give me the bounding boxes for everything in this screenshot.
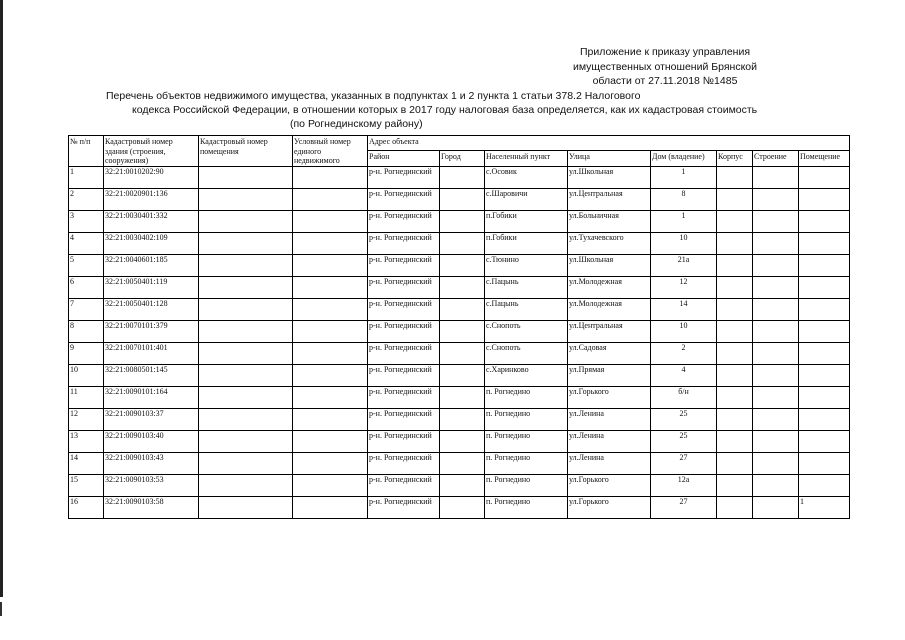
approval-line-1: Приложение к приказу управления: [579, 46, 751, 58]
table-row: [69, 342, 850, 364]
cell-street: ул.Тухачевского: [568, 232, 651, 254]
header-num: № п/п: [69, 136, 104, 167]
cell-house: 2: [651, 342, 717, 364]
cell-conditional-number: [293, 276, 368, 298]
cell-street: ул.Горького: [568, 386, 651, 408]
cell-settlement: п.Гобики: [485, 232, 568, 254]
cell-building: [753, 342, 799, 364]
cell-row-num: 3: [69, 210, 104, 232]
cell-room: 1: [799, 496, 850, 518]
cell-conditional-number: [293, 386, 368, 408]
header-cadastral-building: Кадастровый номер здания (строения, сооружения): [104, 136, 199, 167]
table-row: [69, 298, 850, 320]
table-row: [69, 408, 850, 430]
cell-settlement: с.Тюнино: [485, 254, 568, 276]
cell-room: [799, 386, 850, 408]
cell-building: [753, 364, 799, 386]
cell-settlement: с.Пацынь: [485, 276, 568, 298]
cell-cadastral-building: 32:21:0040601:185: [104, 254, 199, 276]
cell-cadastral-building: 32:21:0050401:119: [104, 276, 199, 298]
cell-city: [440, 430, 485, 452]
table-row: [69, 166, 850, 188]
cell-district: р-н. Рогнединский: [368, 210, 440, 232]
cell-room: [799, 452, 850, 474]
cell-cadastral-building: 32:21:0090103:40: [104, 430, 199, 452]
cell-building: [753, 430, 799, 452]
cell-conditional-number: [293, 210, 368, 232]
cell-settlement: с.Шаровичи: [485, 188, 568, 210]
cell-street: ул.Ленина: [568, 430, 651, 452]
cell-cadastral-building: 32:21:0070101:379: [104, 320, 199, 342]
cell-district: р-н. Рогнединский: [368, 188, 440, 210]
cell-settlement: п. Рогнедино: [485, 408, 568, 430]
cell-row-num: 7: [69, 298, 104, 320]
cell-room: [799, 276, 850, 298]
approval-block: [565, 45, 765, 89]
cell-korpus: [717, 452, 753, 474]
cell-korpus: [717, 342, 753, 364]
cell-house: 25: [651, 408, 717, 430]
cell-settlement: п.Гобики: [485, 210, 568, 232]
cell-settlement: с.Осовик: [485, 166, 568, 188]
cell-conditional-number: [293, 342, 368, 364]
cell-city: [440, 496, 485, 518]
header-conditional-number: Условный номер единого недвижимого: [293, 136, 368, 167]
cell-korpus: [717, 166, 753, 188]
cell-house: 1: [651, 166, 717, 188]
cell-city: [440, 474, 485, 496]
header-row-1: [69, 136, 850, 151]
cell-street: ул.Больничная: [568, 210, 651, 232]
cell-house: б/н: [651, 386, 717, 408]
cell-room: [799, 188, 850, 210]
cell-cadastral-room: [199, 276, 293, 298]
cell-city: [440, 276, 485, 298]
cell-building: [753, 210, 799, 232]
cell-cadastral-room: [199, 386, 293, 408]
cell-cadastral-room: [199, 298, 293, 320]
cell-city: [440, 166, 485, 188]
cell-cadastral-building: 32:21:0030401:332: [104, 210, 199, 232]
cell-room: [799, 364, 850, 386]
cell-city: [440, 386, 485, 408]
cell-house: 25: [651, 430, 717, 452]
heading-line-3: (по Рогнединскому району): [290, 118, 423, 130]
cell-cadastral-building: 32:21:0050401:128: [104, 298, 199, 320]
cell-district: р-н. Рогнединский: [368, 496, 440, 518]
cell-room: [799, 298, 850, 320]
header-cadastral-room: Кадастровый номер помещения: [199, 136, 293, 167]
cell-cadastral-room: [199, 452, 293, 474]
cell-korpus: [717, 254, 753, 276]
cell-cadastral-room: [199, 320, 293, 342]
cell-row-num: 14: [69, 452, 104, 474]
cell-conditional-number: [293, 452, 368, 474]
cell-building: [753, 188, 799, 210]
cell-building: [753, 320, 799, 342]
cell-settlement: с.Харинково: [485, 364, 568, 386]
cell-district: р-н. Рогнединский: [368, 320, 440, 342]
cell-cadastral-room: [199, 254, 293, 276]
cell-room: [799, 430, 850, 452]
cell-cadastral-room: [199, 364, 293, 386]
cell-conditional-number: [293, 364, 368, 386]
cell-district: р-н. Рогнединский: [368, 298, 440, 320]
table-row: [69, 188, 850, 210]
table-row: [69, 474, 850, 496]
cell-street: ул.Ленина: [568, 452, 651, 474]
cell-row-num: 2: [69, 188, 104, 210]
cell-row-num: 15: [69, 474, 104, 496]
cell-room: [799, 342, 850, 364]
scan-edge: [0, 0, 4, 640]
cell-korpus: [717, 474, 753, 496]
cell-korpus: [717, 496, 753, 518]
cell-building: [753, 254, 799, 276]
cell-city: [440, 408, 485, 430]
cell-row-num: 9: [69, 342, 104, 364]
cell-cadastral-room: [199, 232, 293, 254]
cell-settlement: п. Рогнедино: [485, 430, 568, 452]
cell-row-num: 6: [69, 276, 104, 298]
cell-district: р-н. Рогнединский: [368, 254, 440, 276]
cell-settlement: с.Пацынь: [485, 298, 568, 320]
cell-house: 4: [651, 364, 717, 386]
cell-row-num: 1: [69, 166, 104, 188]
cell-row-num: 5: [69, 254, 104, 276]
cell-house: 1: [651, 210, 717, 232]
cell-building: [753, 298, 799, 320]
cell-district: р-н. Рогнединский: [368, 430, 440, 452]
cell-room: [799, 210, 850, 232]
table-row: [69, 386, 850, 408]
cell-conditional-number: [293, 188, 368, 210]
cell-district: р-н. Рогнединский: [368, 452, 440, 474]
approval-line-3: области от 27.11.2018 №1485: [592, 75, 738, 87]
cell-house: 14: [651, 298, 717, 320]
cell-street: ул.Горького: [568, 474, 651, 496]
header-district: Район: [368, 151, 440, 166]
cell-room: [799, 232, 850, 254]
heading-line-1: Перечень объектов недвижимого имущества, указанных в подпунктах 1 и 2 пункта 1 статьи 378.2 Налогового: [106, 90, 641, 102]
cell-district: р-н. Рогнединский: [368, 386, 440, 408]
cell-city: [440, 210, 485, 232]
cell-building: [753, 452, 799, 474]
cell-district: р-н. Рогнединский: [368, 474, 440, 496]
cell-district: р-н. Рогнединский: [368, 166, 440, 188]
cell-street: ул.Ленина: [568, 408, 651, 430]
header-street: Улица: [568, 151, 651, 166]
header-address: Адрес объекта: [368, 136, 850, 151]
cell-city: [440, 342, 485, 364]
cell-street: ул.Центральная: [568, 188, 651, 210]
table-row: [69, 254, 850, 276]
cell-conditional-number: [293, 408, 368, 430]
cell-cadastral-building: 32:21:0090103:53: [104, 474, 199, 496]
cell-korpus: [717, 386, 753, 408]
cell-house: 12: [651, 276, 717, 298]
cell-cadastral-room: [199, 188, 293, 210]
cell-room: [799, 320, 850, 342]
cell-cadastral-building: 32:21:0010202:90: [104, 166, 199, 188]
cell-cadastral-room: [199, 166, 293, 188]
cell-korpus: [717, 430, 753, 452]
cell-cadastral-room: [199, 210, 293, 232]
cell-settlement: п. Рогнедино: [485, 474, 568, 496]
cell-street: ул.Школьная: [568, 166, 651, 188]
table-row: [69, 276, 850, 298]
cell-settlement: п. Рогнедино: [485, 496, 568, 518]
cell-house: 27: [651, 452, 717, 474]
header-city: Город: [440, 151, 485, 166]
cell-building: [753, 166, 799, 188]
cell-cadastral-room: [199, 408, 293, 430]
cell-city: [440, 188, 485, 210]
cell-house: 8: [651, 188, 717, 210]
cell-conditional-number: [293, 232, 368, 254]
cell-settlement: с.Снопоть: [485, 342, 568, 364]
cell-conditional-number: [293, 254, 368, 276]
cell-cadastral-room: [199, 474, 293, 496]
cell-row-num: 10: [69, 364, 104, 386]
cell-house: 21а: [651, 254, 717, 276]
cell-district: р-н. Рогнединский: [368, 342, 440, 364]
cell-conditional-number: [293, 430, 368, 452]
cell-korpus: [717, 320, 753, 342]
table-row: [69, 430, 850, 452]
cell-house: 10: [651, 320, 717, 342]
cell-cadastral-building: 32:21:0030402:109: [104, 232, 199, 254]
cell-building: [753, 386, 799, 408]
document-heading: [96, 89, 776, 131]
cell-district: р-н. Рогнединский: [368, 408, 440, 430]
cell-settlement: с.Снопоть: [485, 320, 568, 342]
cell-street: ул.Горького: [568, 496, 651, 518]
cell-conditional-number: [293, 320, 368, 342]
cell-korpus: [717, 298, 753, 320]
cell-conditional-number: [293, 298, 368, 320]
cell-building: [753, 408, 799, 430]
cell-korpus: [717, 408, 753, 430]
cell-cadastral-building: 32:21:0090103:43: [104, 452, 199, 474]
cell-conditional-number: [293, 474, 368, 496]
scan-edge-dash: [0, 602, 2, 616]
cell-conditional-number: [293, 496, 368, 518]
header-korpus: Корпус: [717, 151, 753, 166]
cell-cadastral-building: 32:21:0070101:401: [104, 342, 199, 364]
table-body: [69, 166, 850, 518]
cell-settlement: п. Рогнедино: [485, 386, 568, 408]
cell-row-num: 11: [69, 386, 104, 408]
cell-street: ул.Прямая: [568, 364, 651, 386]
cell-room: [799, 408, 850, 430]
cell-building: [753, 232, 799, 254]
cell-row-num: 16: [69, 496, 104, 518]
cell-house: 12а: [651, 474, 717, 496]
cell-city: [440, 298, 485, 320]
cell-row-num: 12: [69, 408, 104, 430]
header-house: Дом (владение): [651, 151, 717, 166]
cell-city: [440, 452, 485, 474]
cell-district: р-н. Рогнединский: [368, 276, 440, 298]
cell-cadastral-room: [199, 342, 293, 364]
table-row: [69, 320, 850, 342]
cell-korpus: [717, 364, 753, 386]
cell-row-num: 4: [69, 232, 104, 254]
cell-cadastral-building: 32:21:0020901:136: [104, 188, 199, 210]
table-row: [69, 232, 850, 254]
cell-room: [799, 254, 850, 276]
cell-cadastral-room: [199, 430, 293, 452]
cell-building: [753, 276, 799, 298]
cell-city: [440, 320, 485, 342]
cell-house: 10: [651, 232, 717, 254]
cell-city: [440, 254, 485, 276]
cell-building: [753, 474, 799, 496]
cell-room: [799, 166, 850, 188]
cell-street: ул.Молодежная: [568, 276, 651, 298]
table-row: [69, 364, 850, 386]
cell-district: р-н. Рогнединский: [368, 364, 440, 386]
scan-edge-bar: [0, 0, 3, 597]
cell-cadastral-building: 32:21:0090103:37: [104, 408, 199, 430]
cell-street: ул.Молодежная: [568, 298, 651, 320]
cell-settlement: п. Рогнедино: [485, 452, 568, 474]
cell-korpus: [717, 210, 753, 232]
cell-row-num: 8: [69, 320, 104, 342]
cell-city: [440, 364, 485, 386]
cell-korpus: [717, 188, 753, 210]
cell-street: ул.Центральная: [568, 320, 651, 342]
table-row: [69, 210, 850, 232]
cell-street: ул.Школьная: [568, 254, 651, 276]
cell-street: ул.Садовая: [568, 342, 651, 364]
cell-korpus: [717, 232, 753, 254]
heading-line-2: кодекса Российской Федерации, в отношении которых в 2017 году налоговая база определяется, как их кадастровая стоимость: [132, 104, 758, 116]
header-settlement: Населенный пункт: [485, 151, 568, 166]
approval-line-2: имущественных отношений Брянской: [572, 60, 757, 73]
cell-room: [799, 474, 850, 496]
property-table: [68, 135, 850, 519]
header-building: Строение: [753, 151, 799, 166]
cell-korpus: [717, 276, 753, 298]
cell-city: [440, 232, 485, 254]
cell-conditional-number: [293, 166, 368, 188]
cell-building: [753, 496, 799, 518]
cell-cadastral-building: 32:21:0090103:58: [104, 496, 199, 518]
header-room: Помещение: [799, 151, 850, 166]
cell-district: р-н. Рогнединский: [368, 232, 440, 254]
table-row: [69, 452, 850, 474]
cell-cadastral-room: [199, 496, 293, 518]
cell-house: 27: [651, 496, 717, 518]
table-row: [69, 496, 850, 518]
cell-cadastral-building: 32:21:0080501:145: [104, 364, 199, 386]
cell-row-num: 13: [69, 430, 104, 452]
cell-cadastral-building: 32:21:0090101:164: [104, 386, 199, 408]
